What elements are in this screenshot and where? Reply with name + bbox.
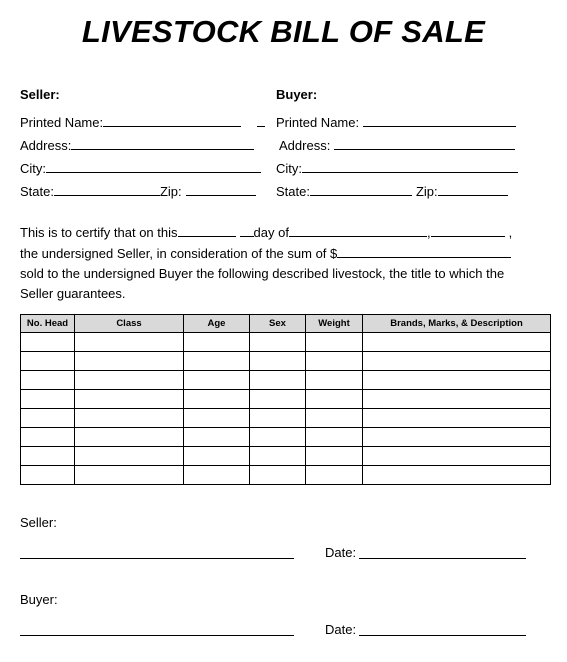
table-cell[interactable]	[250, 466, 306, 485]
certification-line-3	[20, 261, 550, 281]
seller-heading: Seller:	[20, 87, 60, 102]
table-cell[interactable]	[250, 371, 306, 390]
table-cell[interactable]	[21, 428, 75, 447]
seller-section	[20, 86, 265, 199]
table-cell[interactable]	[306, 447, 363, 466]
buyer-date-label: Date:	[325, 622, 357, 637]
seller-printed-name-field-end[interactable]	[257, 112, 265, 127]
table-cell[interactable]	[21, 333, 75, 352]
certify-text: This is to certify that on this	[20, 225, 178, 241]
seller-signature-label: Seller:	[20, 515, 57, 530]
guarantee-text: Seller guarantees.	[20, 286, 126, 302]
buyer-printed-name-row	[276, 107, 526, 130]
buyer-zip-label: Zip:	[415, 184, 438, 199]
table-row	[21, 390, 551, 409]
seller-printed-name-label: Printed Name:	[20, 115, 104, 130]
table-cell[interactable]	[306, 333, 363, 352]
table-cell[interactable]	[184, 352, 250, 371]
table-cell[interactable]	[306, 409, 363, 428]
day-of-text: day of	[253, 225, 289, 241]
table-cell[interactable]	[75, 447, 184, 466]
table-cell[interactable]	[250, 428, 306, 447]
table-cell[interactable]	[75, 428, 184, 447]
buyer-state-label: State:	[276, 184, 310, 199]
seller-printed-name-row	[20, 107, 265, 130]
buyer-signature-label: Buyer:	[20, 592, 58, 607]
buyer-state-zip-row	[276, 176, 526, 199]
certification-paragraph	[20, 220, 550, 301]
table-cell[interactable]	[363, 428, 551, 447]
buyer-city-field[interactable]	[302, 158, 518, 173]
table-row	[21, 352, 551, 371]
table-cell[interactable]	[306, 371, 363, 390]
buyer-address-row	[276, 130, 526, 153]
buyer-heading: Buyer:	[276, 87, 318, 102]
buyer-signature-line[interactable]	[20, 635, 294, 636]
seller-state-label: State:	[20, 184, 54, 199]
seller-zip-field[interactable]	[186, 181, 256, 196]
table-cell[interactable]	[363, 466, 551, 485]
buyer-city-label: City:	[276, 161, 302, 176]
table-cell[interactable]	[75, 371, 184, 390]
table-cell[interactable]	[250, 352, 306, 371]
day-number-field-b[interactable]	[240, 224, 254, 237]
table-cell[interactable]	[306, 352, 363, 371]
buyer-printed-name-label: Printed Name:	[276, 115, 360, 130]
seller-state-zip-row	[20, 176, 265, 199]
buyer-date-line[interactable]	[359, 635, 526, 636]
certification-line-1	[20, 220, 550, 240]
comma-2: ,	[508, 225, 513, 241]
column-header-no-head: No. Head	[21, 315, 75, 333]
column-header-sex: Sex	[250, 315, 306, 333]
comma-1: ,	[426, 225, 431, 241]
table-cell[interactable]	[21, 447, 75, 466]
buyer-section	[276, 86, 526, 199]
table-cell[interactable]	[250, 447, 306, 466]
consideration-text: the undersigned Seller, in consideration of the sum of $	[20, 245, 338, 261]
table-cell[interactable]	[250, 409, 306, 428]
table-cell[interactable]	[306, 466, 363, 485]
table-row	[21, 333, 551, 352]
buyer-zip-field[interactable]	[438, 181, 508, 196]
table-cell[interactable]	[363, 371, 551, 390]
year-field[interactable]	[431, 224, 505, 237]
day-number-field[interactable]	[178, 224, 236, 237]
table-cell[interactable]	[75, 466, 184, 485]
table-cell[interactable]	[363, 409, 551, 428]
certification-line-4	[20, 281, 550, 301]
table-cell[interactable]	[363, 390, 551, 409]
table-cell[interactable]	[184, 409, 250, 428]
table-row	[21, 447, 551, 466]
table-row	[21, 428, 551, 447]
seller-city-field[interactable]	[46, 158, 261, 173]
seller-printed-name-field[interactable]	[103, 112, 241, 127]
seller-date-line[interactable]	[359, 558, 526, 559]
table-cell[interactable]	[184, 333, 250, 352]
table-cell[interactable]	[75, 352, 184, 371]
column-header-description: Brands, Marks, & Description	[363, 315, 551, 333]
table-cell[interactable]	[75, 409, 184, 428]
table-cell[interactable]	[21, 352, 75, 371]
seller-zip-label: Zip:	[159, 184, 182, 199]
table-cell[interactable]	[363, 333, 551, 352]
column-header-age: Age	[184, 315, 250, 333]
table-cell[interactable]	[184, 390, 250, 409]
seller-address-row	[20, 130, 265, 153]
table-cell[interactable]	[21, 466, 75, 485]
month-field[interactable]	[289, 224, 427, 237]
table-cell[interactable]	[184, 466, 250, 485]
table-header-row	[21, 315, 551, 333]
seller-state-field[interactable]	[54, 181, 160, 196]
table-cell[interactable]	[363, 352, 551, 371]
buyer-printed-name-field[interactable]	[363, 112, 516, 127]
table-cell[interactable]	[306, 390, 363, 409]
table-cell[interactable]	[250, 390, 306, 409]
table-cell[interactable]	[75, 390, 184, 409]
buyer-address-label: Address:	[279, 138, 331, 153]
seller-address-label: Address:	[20, 138, 72, 153]
seller-date-label: Date:	[325, 545, 357, 560]
column-header-class: Class	[75, 315, 184, 333]
seller-address-field[interactable]	[71, 135, 254, 150]
table-cell[interactable]	[75, 333, 184, 352]
table-cell[interactable]	[184, 371, 250, 390]
table-row	[21, 371, 551, 390]
column-header-weight: Weight	[306, 315, 363, 333]
table-cell[interactable]	[21, 390, 75, 409]
livestock-table-body	[21, 333, 551, 485]
buyer-city-row	[276, 153, 526, 176]
table-row	[21, 409, 551, 428]
table-cell[interactable]	[21, 409, 75, 428]
seller-city-row	[20, 153, 265, 176]
table-cell[interactable]	[250, 333, 306, 352]
table-cell[interactable]	[306, 428, 363, 447]
certification-line-2	[20, 240, 550, 260]
seller-signature-line[interactable]	[20, 558, 294, 559]
table-cell[interactable]	[184, 447, 250, 466]
buyer-address-field[interactable]	[334, 135, 515, 150]
table-cell[interactable]	[21, 371, 75, 390]
buyer-state-field[interactable]	[310, 181, 412, 196]
seller-city-label: City:	[20, 161, 46, 176]
page-title: LIVESTOCK BILL OF SALE	[81, 14, 486, 49]
table-row	[21, 466, 551, 485]
sale-amount-field[interactable]	[337, 245, 511, 258]
table-cell[interactable]	[184, 428, 250, 447]
table-cell[interactable]	[363, 447, 551, 466]
livestock-table	[20, 314, 551, 485]
livestock-description-text: sold to the undersigned Buyer the following described livestock, the title to which the	[20, 265, 505, 281]
